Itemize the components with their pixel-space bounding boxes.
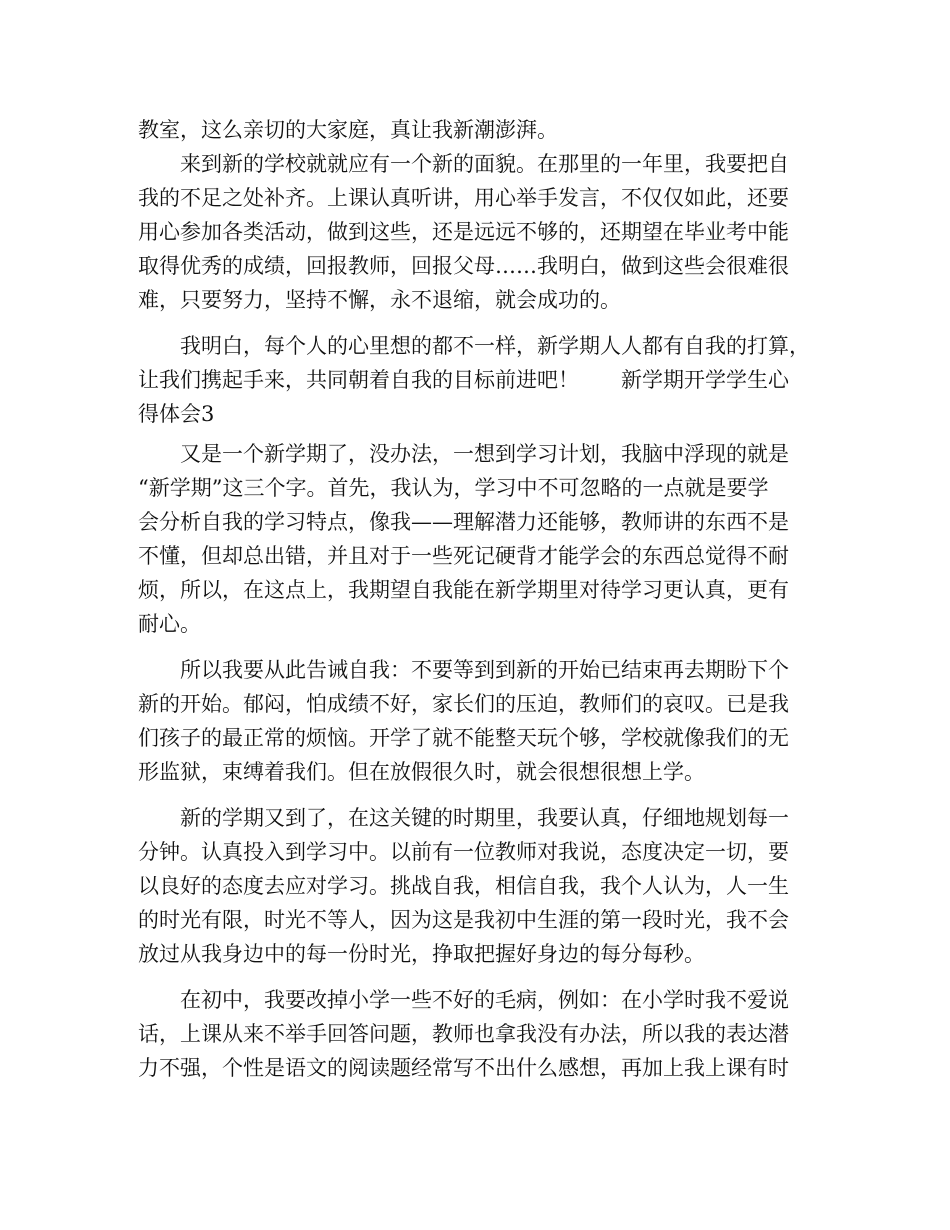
text-line: 教室，这么亲切的大家庭，真让我新潮澎湃。	[138, 118, 558, 142]
paragraph-first-line: 又是一个新学期了，没办法，一想到学习计划，我脑中浮现的就是	[180, 442, 789, 466]
text-line: 力不强，个性是语文的阅读题经常写不出什么感想，再加上我上课有时	[138, 1056, 789, 1080]
text-line: 得体会3	[138, 402, 215, 426]
paragraph-first-line: 新的学期又到了，在这关键的时期里，我要认真，仔细地规划每一	[180, 806, 789, 830]
text-line: 分钟。认真投入到学习中。以前有一位教师对我说，态度决定一切，要	[138, 840, 789, 864]
text-line: 不懂，但却总出错，并且对于一些死记硬背才能学会的东西总觉得不耐	[138, 544, 789, 568]
text-line: 的时光有限，时光不等人，因为这是我初中生涯的第一段时光，我不会	[138, 908, 789, 932]
paragraph-first-line: 来到新的学校就就应有一个新的面貌。在那里的一年里，我要把自	[180, 152, 789, 176]
text-line: 用心参加各类活动，做到这些，还是远远不够的，还期望在毕业考中能	[138, 220, 789, 244]
text-line: 烦，所以，在这点上，我期望自我能在新学期里对待学习更认真，更有	[138, 578, 789, 602]
text-line: 耐心。	[138, 612, 201, 636]
text-line: 以良好的态度去应对学习。挑战自我，相信自我，我个人认为，人一生	[138, 874, 789, 898]
text-line: 难，只要努力，坚持不懈，永不退缩，就会成功的。	[138, 288, 621, 312]
text-line: 取得优秀的成绩，回报教师，回报父母……我明白，做到这些会很难很	[138, 254, 789, 278]
text-line: 让我们携起手来，共同朝着自我的目标前进吧！ 新学期开学学生心	[138, 368, 789, 392]
paragraph-first-line: 所以我要从此告诫自我：不要等到到新的开始已结束再去期盼下个	[180, 658, 789, 682]
text-line: 话，上课从来不举手回答问题，教师也拿我没有办法，所以我的表达潜	[138, 1022, 789, 1046]
paragraph-first-line: 在初中，我要改掉小学一些不好的毛病，例如：在小学时我不爱说	[180, 988, 789, 1012]
text-line: 我的不足之处补齐。上课认真听讲，用心举手发言，不仅仅如此，还要	[138, 186, 789, 210]
paragraph-first-line: 我明白，每个人的心里想的都不一样，新学期人人都有自我的打算，	[180, 334, 810, 358]
text-line: 新的开始。郁闷，怕成绩不好，家长们的压迫，教师们的哀叹。已是我	[138, 692, 789, 716]
text-line: 们孩子的最正常的烦恼。开学了就不能整天玩个够，学校就像我们的无	[138, 726, 789, 750]
text-line: “新学期”这三个字。首先，我认为，学习中不可忽略的一点就是要学	[138, 476, 769, 500]
text-line: 会分析自我的学习特点，像我——理解潜力还能够，教师讲的东西不是	[138, 510, 789, 534]
text-line: 形监狱，束缚着我们。但在放假很久时，就会很想很想上学。	[138, 760, 705, 784]
text-line: 放过从我身边中的每一份时光，挣取把握好身边的每分每秒。	[138, 942, 705, 966]
